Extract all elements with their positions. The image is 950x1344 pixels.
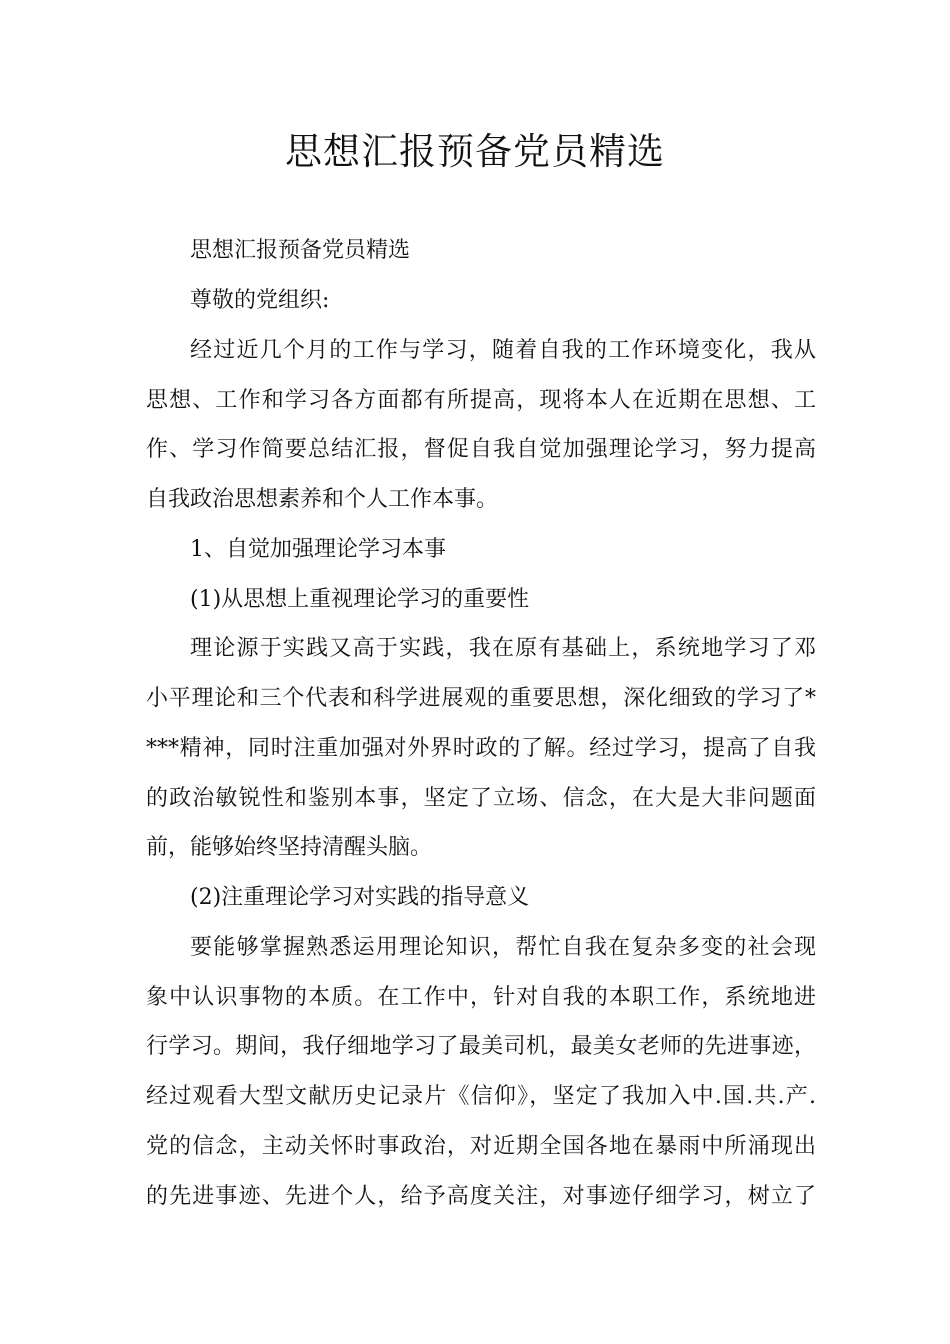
paragraph-line: 小平理论和三个代表和科学进展观的重要思想，深化细致的学习了* [146, 686, 816, 711]
subsection-heading: (1)从思想上重视理论学习的重要性 [190, 587, 530, 612]
paragraph-line: 思想、工作和学习各方面都有所提高，现将本人在近期在思想、工 [146, 388, 816, 413]
paragraph-line: 行学习。期间，我仔细地学习了最美司机，最美女老师的先进事迹， [146, 1034, 816, 1059]
paragraph-line: ***精神，同时注重加强对外界时政的了解。经过学习，提高了自我 [146, 736, 816, 761]
paragraph-line: 前，能够始终坚持清醒头脑。 [146, 835, 433, 860]
subsection-heading: (2)注重理论学习对实践的指导意义 [190, 885, 530, 910]
paragraph-line: 自我政治思想素养和个人工作本事。 [146, 487, 499, 512]
paragraph-line: 经过近几个月的工作与学习，随着自我的工作环境变化，我从 [190, 338, 816, 363]
section-heading: 1、自觉加强理论学习本事 [190, 537, 446, 562]
paragraph-line: 理论源于实践又高于实践，我在原有基础上，系统地学习了邓 [190, 636, 816, 661]
document-title: 思想汇报预备党员精选 [285, 130, 665, 173]
paragraph-line: 的政治敏锐性和鉴别本事，坚定了立场、信念，在大是大非问题面 [146, 786, 816, 811]
paragraph-line: 作、学习作简要总结汇报，督促自我自觉加强理论学习，努力提高 [146, 437, 816, 462]
paragraph-line: 经过观看大型文献历史记录片《信仰》，坚定了我加入中.国.共.产. [146, 1084, 816, 1109]
salutation-line: 尊敬的党组织: [190, 288, 330, 313]
document-subtitle-line: 思想汇报预备党员精选 [190, 238, 411, 263]
paragraph-line: 的先进事迹、先进个人，给予高度关注，对事迹仔细学习，树立了 [146, 1184, 816, 1209]
paragraph-line: 党的信念，主动关怀时事政治，对近期全国各地在暴雨中所涌现出 [146, 1134, 816, 1159]
paragraph-line: 要能够掌握熟悉运用理论知识，帮忙自我在复杂多变的社会现 [190, 935, 816, 960]
paragraph-line: 象中认识事物的本质。在工作中，针对自我的本职工作，系统地进 [146, 985, 816, 1010]
